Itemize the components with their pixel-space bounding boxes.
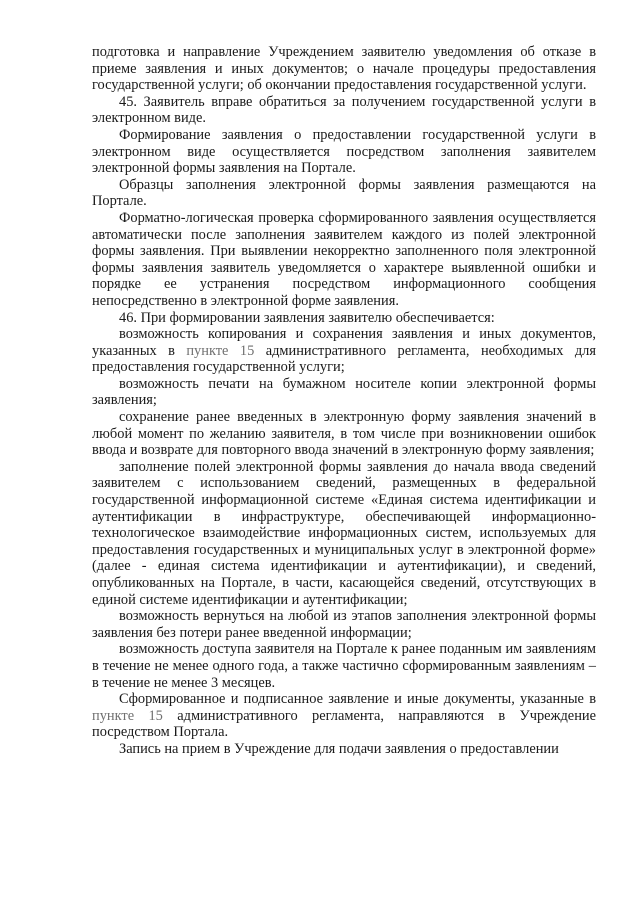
- paragraph-text: Формирование заявления о предоставлении государственной услуги в электронном виде осуществляется посредством заполнения заявителем электронной формы заявления на Портале.: [92, 126, 596, 177]
- paragraph-text: возможность копирования и сохранения заявления и иных документов, указанных в: [92, 326, 596, 359]
- paragraph-text: возможность вернуться на любой из этапов заполнения электронной формы заявления без потери ранее введенной информации;: [92, 608, 596, 641]
- paragraph: [92, 409, 596, 459]
- paragraph: [92, 641, 596, 691]
- paragraph-text: подготовка и направление Учреждением заявителю уведомления об отказе в приеме заявления и иных документов; о начале процедуры предоставления государственной услуги; об окончании предоставления государственной услуги.: [92, 44, 596, 94]
- paragraph: [92, 376, 596, 409]
- paragraph: [92, 310, 596, 327]
- paragraph-text: Форматно-логическая проверка сформированного заявления осуществляется автоматически после заполнения заявителем каждого из полей электронной формы заявления. При выявлении некорректно заполненного поля электронной формы заявления заявитель уведомляется о характере выявленной ошибки и порядке ее устранения посредством информационного сообщения непосредственно в электронной форме заявления.: [92, 209, 596, 309]
- document-reference-link[interactable]: пункте 15: [92, 707, 163, 724]
- paragraph-text: возможность печати на бумажном носителе копии электронной формы заявления;: [92, 375, 596, 409]
- paragraph: [92, 210, 596, 310]
- paragraph: [92, 459, 596, 608]
- paragraph: [92, 94, 596, 127]
- paragraph: [92, 326, 596, 376]
- paragraph: [92, 691, 596, 741]
- paragraph-text: административного регламента, необходимых для предоставления государственной услуги;: [92, 342, 596, 376]
- paragraph-text: Сформированное и подписанное заявление и иные документы, указанные в: [119, 691, 596, 708]
- paragraph-text: заполнение полей электронной формы заявления до начала ввода сведений заявителем с использованием сведений, размещенных в федеральной государственной информационной системе «Единая система идентификации и аутентификации в инфраструктуре, обеспечивающей информационно-технологическое взаимодействие информационных систем, используемых для предоставления государственных и муниципальных услуг в электронной форме» (далее - единая система идентификации и аутентификации), и сведений, опубликованных на Портале, в части, касающейся сведений, отсутствующих в единой системе идентификации и аутентификации;: [92, 458, 596, 608]
- paragraph: [92, 44, 596, 94]
- paragraph-text: сохранение ранее введенных в электронную форму заявления значений в любой момент по желанию заявителя, в том числе при возникновении ошибок ввода и возврате для повторного ввода значений в электронную форму заявления;: [92, 409, 596, 459]
- paragraph-text: Образцы заполнения электронной формы заявления размещаются на Портале.: [92, 176, 596, 210]
- paragraph-text: 45. Заявитель вправе обратиться за получением государственной услуги в электронном виде.: [92, 93, 596, 127]
- paragraph: [92, 741, 596, 758]
- paragraph-text: 46. При формировании заявления заявителю обеспечивается:: [119, 309, 495, 326]
- paragraph: [92, 177, 596, 210]
- paragraph-text: административного регламента, направляются в Учреждение посредством Портала.: [92, 707, 596, 741]
- paragraph: [92, 127, 596, 177]
- paragraph: [92, 608, 596, 641]
- paragraph-text: Запись на прием в Учреждение для подачи заявления о предоставлении: [119, 740, 559, 757]
- paragraph-text: возможность доступа заявителя на Портале к ранее поданным им заявлениям в течение не менее одного года, а также частично сформированным заявлениям – в течение не менее 3 месяцев.: [92, 641, 596, 691]
- document-reference-link[interactable]: пункте 15: [186, 342, 255, 359]
- document-page: [92, 44, 596, 758]
